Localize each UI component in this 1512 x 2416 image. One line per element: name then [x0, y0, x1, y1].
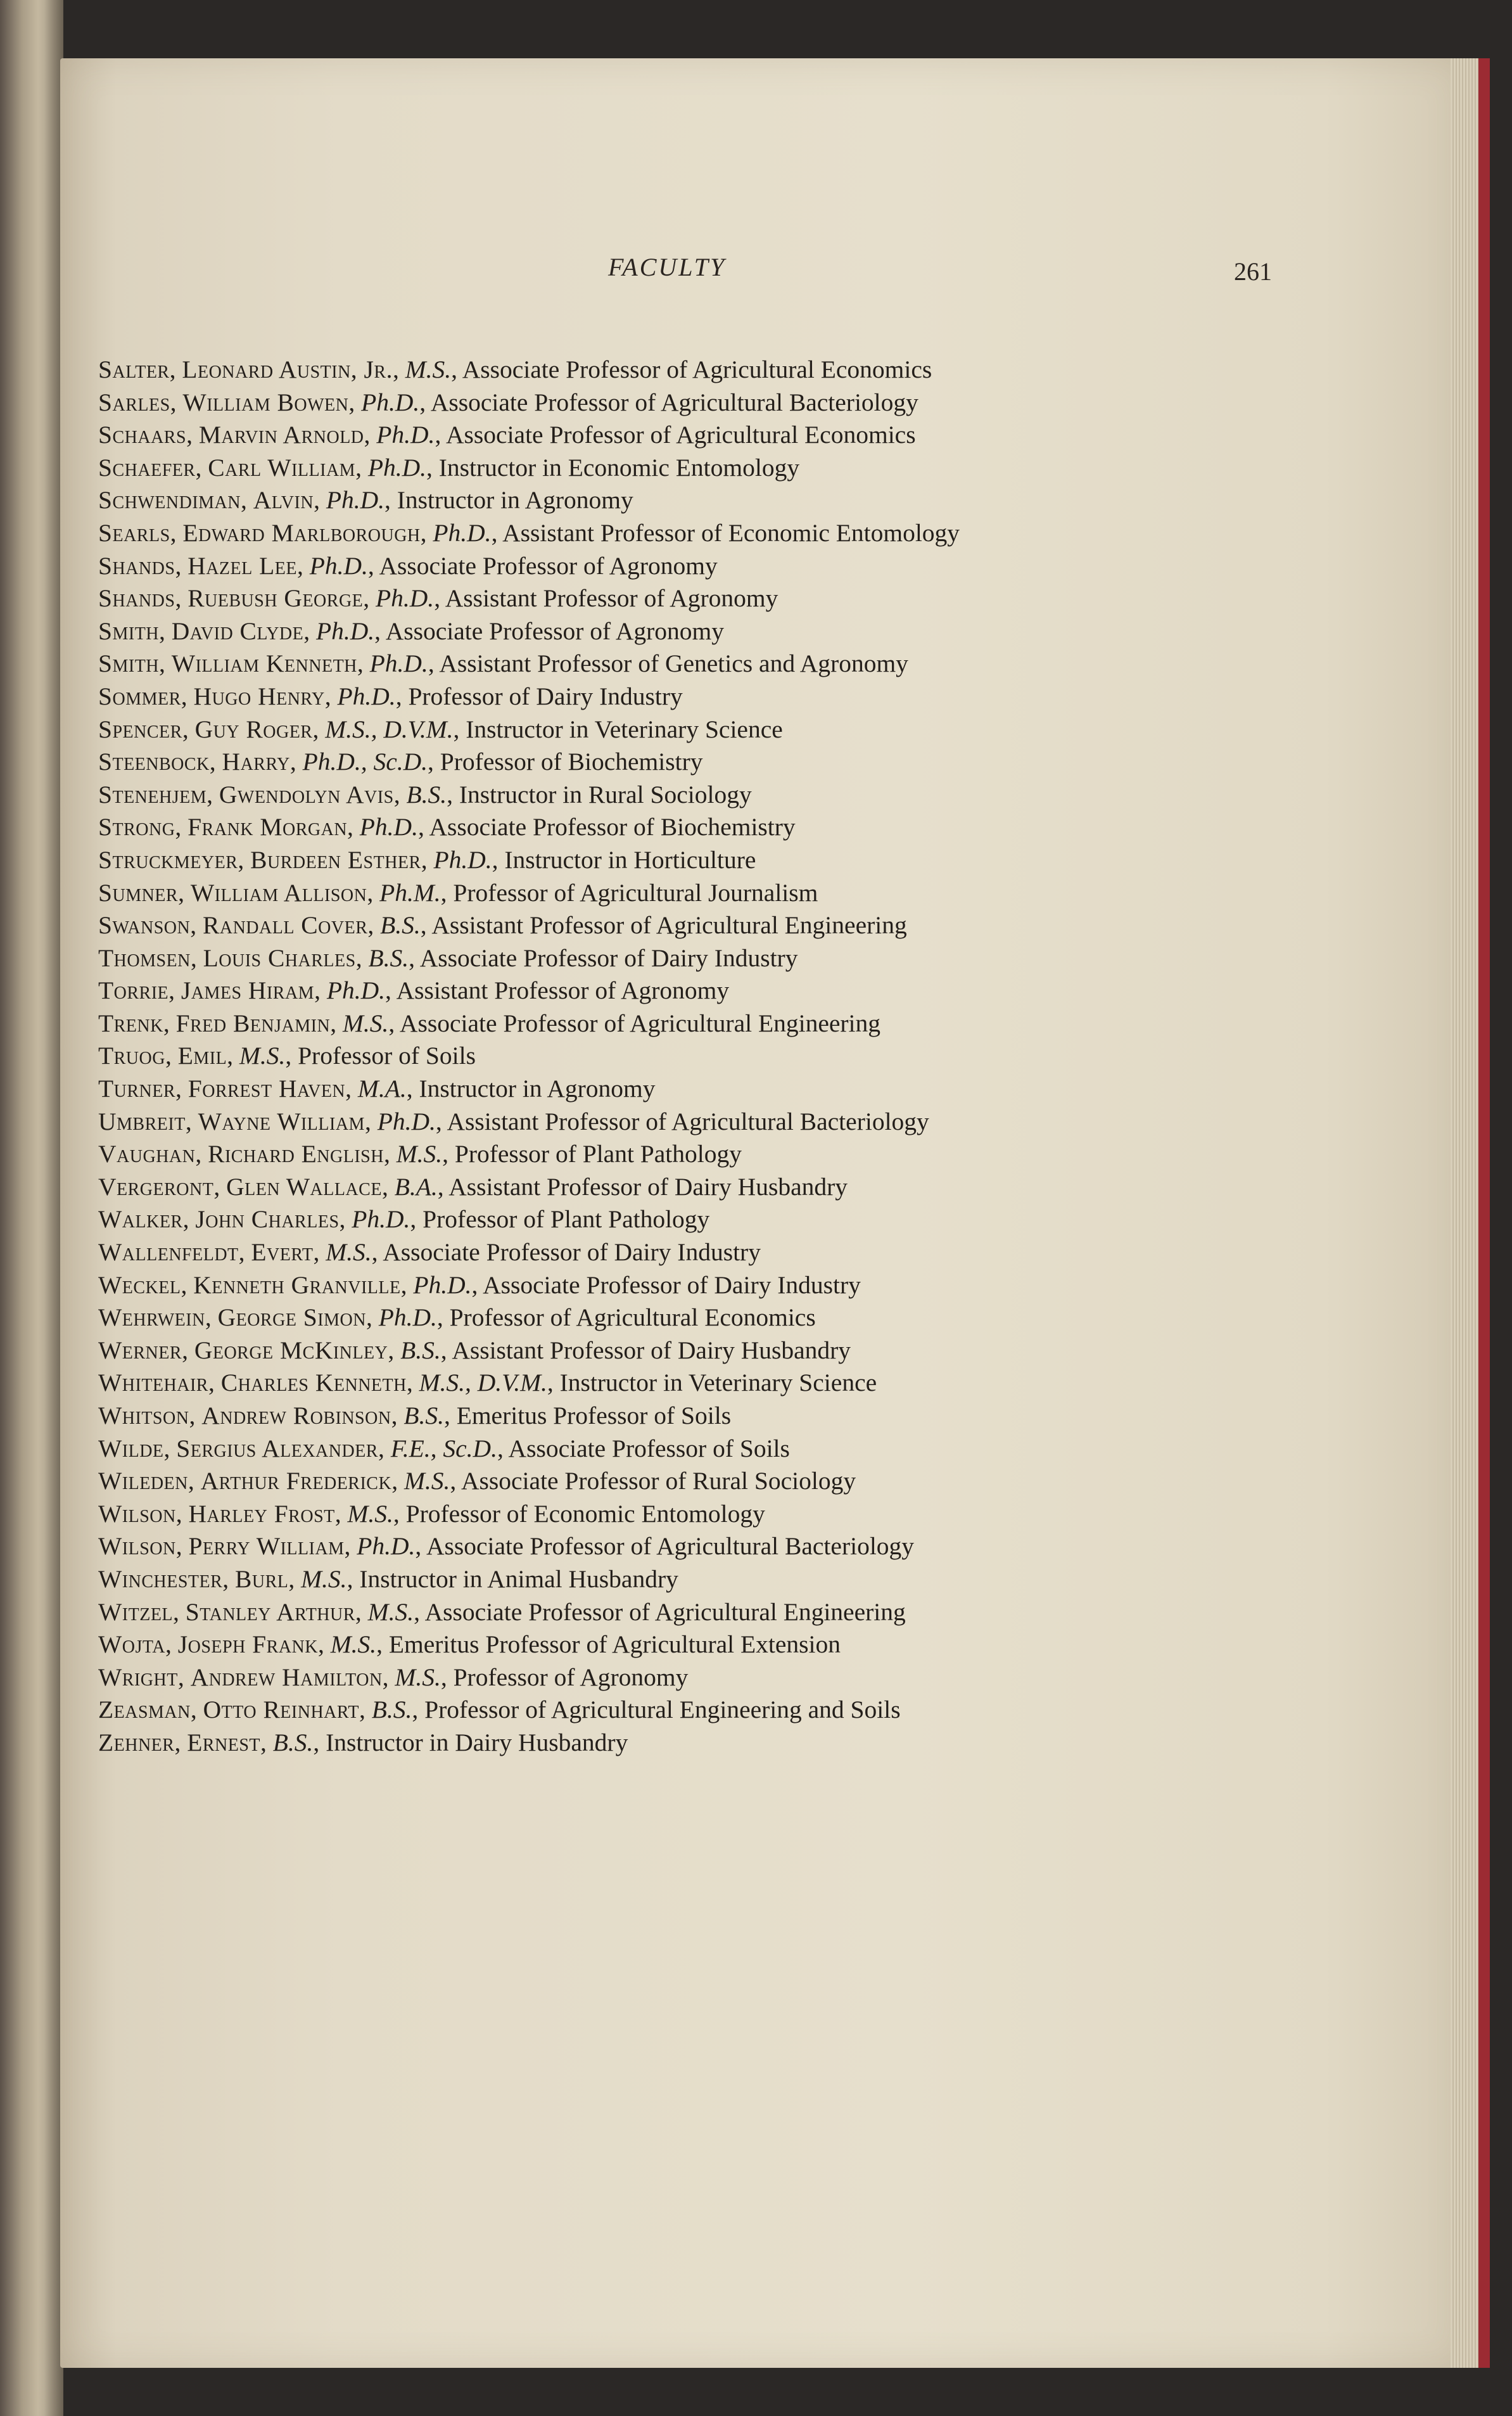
- faculty-surname: Wilson: [98, 1499, 176, 1528]
- faculty-entry: Zehner, Ernest, B.S., Instructor in Dairy Husbandry: [98, 1728, 628, 1756]
- faculty-title: Associate Professor of Dairy Industry: [383, 1238, 761, 1267]
- faculty-given-name: Ruebush George: [187, 584, 364, 613]
- faculty-given-name: Hugo Henry: [193, 682, 325, 710]
- faculty-surname: Whitson: [98, 1402, 189, 1429]
- faculty-given-name: Emil: [177, 1042, 227, 1070]
- faculty-surname: Schwendiman: [98, 486, 241, 515]
- faculty-given-name: James Hiram: [181, 976, 315, 1005]
- faculty-surname: Turner: [98, 1075, 176, 1103]
- faculty-surname: Swanson: [98, 911, 191, 940]
- faculty-entry: Sommer, Hugo Henry, Ph.D., Professor of Dairy Industry: [98, 682, 683, 710]
- faculty-surname: Torrie: [98, 976, 169, 1005]
- faculty-entry: Torrie, James Hiram, Ph.D., Assistant Professor of Agronomy: [98, 976, 730, 1005]
- faculty-entry: Walker, John Charles, Ph.D., Professor of Plant Pathology: [98, 1205, 710, 1234]
- faculty-given-name: David Clyde: [171, 617, 304, 645]
- faculty-entry: Wileden, Arthur Frederick, M.S., Associate Professor of Rural Sociology: [98, 1467, 856, 1495]
- faculty-degree: Ph.D.: [309, 551, 368, 580]
- faculty-given-name: Burdeen Esther: [250, 845, 421, 874]
- faculty-degree: Ph.D.: [377, 1107, 436, 1135]
- faculty-surname: Weckel: [98, 1270, 181, 1299]
- faculty-entry: Vaughan, Richard English, M.S., Professor of Plant Pathology: [98, 1140, 742, 1168]
- faculty-degree: Ph.D.: [361, 388, 420, 416]
- faculty-degree: Ph.D.: [352, 1205, 410, 1234]
- faculty-entry: Wallenfeldt, Evert, M.S., Associate Professor of Dairy Industry: [98, 1238, 761, 1267]
- faculty-title: Instructor in Veterinary Science: [466, 715, 783, 743]
- faculty-given-name: Harley Frost: [188, 1499, 335, 1528]
- faculty-degree: F.E., Sc.D.: [390, 1434, 497, 1462]
- faculty-surname: Stenehjem: [98, 780, 207, 809]
- faculty-surname: Truog: [98, 1042, 165, 1070]
- faculty-title: Professor of Agricultural Economics: [449, 1303, 816, 1332]
- faculty-entry: Schaars, Marvin Arnold, Ph.D., Associate Professor of Agricultural Economics: [98, 421, 916, 449]
- faculty-title: Instructor in Rural Sociology: [459, 780, 752, 809]
- faculty-entry: Smith, William Kenneth, Ph.D., Assistant Professor of Genetics and Agronomy: [98, 649, 908, 678]
- faculty-title: Associate Professor of Dairy Industry: [419, 943, 798, 972]
- faculty-degree: M.S., D.V.M.: [419, 1369, 547, 1397]
- faculty-degree: B.S.: [380, 911, 421, 940]
- faculty-surname: Spencer: [98, 715, 182, 743]
- faculty-surname: Vergeront: [98, 1172, 214, 1201]
- faculty-entry: Spencer, Guy Roger, M.S., D.V.M., Instructor in Veterinary Science: [98, 715, 783, 743]
- faculty-surname: Werner: [98, 1336, 182, 1364]
- faculty-surname: Zehner: [98, 1728, 175, 1756]
- faculty-degree: B.A.: [394, 1172, 438, 1201]
- page-number: 261: [1234, 257, 1272, 286]
- faculty-title: Associate Professor of Agricultural Economics: [446, 421, 916, 449]
- faculty-surname: Schaars: [98, 421, 187, 449]
- faculty-entry: Wilson, Perry William, Ph.D., Associate Professor of Agricultural Bacteriology: [98, 1532, 915, 1561]
- faculty-degree: Ph.D.: [316, 617, 375, 645]
- faculty-title: Associate Professor of Agricultural Economics: [462, 355, 932, 383]
- faculty-degree: M.S.: [330, 1630, 377, 1659]
- faculty-degree: Ph.D.: [367, 453, 426, 482]
- faculty-surname: Sommer: [98, 682, 181, 710]
- faculty-entry: Witzel, Stanley Arthur, M.S., Associate Professor of Agricultural Engineering: [98, 1597, 906, 1626]
- faculty-given-name: Richard English: [208, 1140, 384, 1168]
- faculty-entry: Wilson, Harley Frost, M.S., Professor of Economic Entomology: [98, 1499, 765, 1528]
- faculty-entry: Wojta, Joseph Frank, M.S., Emeritus Professor of Agricultural Extension: [98, 1630, 841, 1659]
- faculty-degree: Ph.D.: [357, 1532, 416, 1561]
- faculty-title: Professor of Agronomy: [453, 1663, 689, 1691]
- faculty-surname: Zeasman: [98, 1696, 191, 1724]
- faculty-given-name: Andrew Hamilton: [190, 1663, 383, 1691]
- faculty-given-name: Stanley Arthur: [185, 1597, 355, 1626]
- faculty-degree: Ph.D.: [378, 1303, 437, 1332]
- faculty-degree: M.S.: [395, 1663, 441, 1691]
- faculty-given-name: Randall Cover: [203, 911, 368, 940]
- faculty-title: Associate Professor of Agronomy: [385, 617, 725, 645]
- faculty-given-name: William Bowen: [182, 388, 349, 416]
- faculty-title: Professor of Plant Pathology: [454, 1140, 742, 1168]
- faculty-given-name: Fred Benjamin: [175, 1009, 331, 1037]
- faculty-given-name: Hazel Lee: [187, 551, 297, 580]
- faculty-title: Assistant Professor of Economic Entomology: [502, 518, 960, 547]
- faculty-surname: Strong: [98, 813, 175, 841]
- faculty-given-name: Charles Kenneth: [220, 1369, 407, 1397]
- faculty-title: Professor of Soils: [298, 1042, 476, 1070]
- faculty-degree: B.S.: [371, 1696, 412, 1724]
- faculty-given-name: Joseph Frank: [177, 1630, 318, 1659]
- faculty-entry: Vergeront, Glen Wallace, B.A., Assistant Professor of Dairy Husbandry: [98, 1172, 848, 1201]
- faculty-degree: M.S.: [342, 1009, 389, 1037]
- faculty-degree: Ph.D.: [433, 845, 492, 874]
- faculty-title: Associate Professor of Agricultural Bacteriology: [430, 388, 918, 416]
- faculty-entry: Wehrwein, George Simon, Ph.D., Professor of Agricultural Economics: [98, 1303, 816, 1332]
- faculty-title: Instructor in Agronomy: [419, 1075, 656, 1103]
- faculty-degree: M.S., D.V.M.: [325, 715, 454, 743]
- faculty-given-name: Louis Charles: [203, 943, 356, 972]
- faculty-degree: Ph.M.: [379, 878, 441, 907]
- faculty-entry: Schaefer, Carl William, Ph.D., Instructor in Economic Entomology: [98, 453, 800, 482]
- faculty-title: Assistant Professor of Dairy Husbandry: [448, 1172, 848, 1201]
- faculty-degree: M.A.: [357, 1075, 407, 1103]
- faculty-given-name: John Charles: [195, 1205, 340, 1234]
- faculty-given-name: Alvin: [253, 486, 314, 515]
- faculty-given-name: Ernest: [187, 1728, 261, 1756]
- faculty-degree: Ph.D.: [326, 976, 385, 1005]
- faculty-entry: Stenehjem, Gwendolyn Avis, B.S., Instructor in Rural Sociology: [98, 780, 752, 809]
- faculty-entry: Sumner, William Allison, Ph.M., Professor of Agricultural Journalism: [98, 878, 818, 907]
- faculty-surname: Thomsen: [98, 943, 191, 972]
- faculty-given-name: Perry William: [188, 1532, 345, 1561]
- faculty-entry: Wright, Andrew Hamilton, M.S., Professor of Agronomy: [98, 1663, 689, 1691]
- faculty-surname: Shands: [98, 551, 175, 580]
- faculty-degree: M.S.: [403, 1467, 450, 1495]
- faculty-degree: B.S.: [400, 1336, 441, 1364]
- faculty-given-name: George Simon: [217, 1303, 366, 1332]
- faculty-title: Associate Professor of Soils: [508, 1434, 790, 1462]
- faculty-entry: Turner, Forrest Haven, M.A., Instructor in Agronomy: [98, 1075, 656, 1103]
- faculty-entry: Swanson, Randall Cover, B.S., Assistant Professor of Agricultural Engineering: [98, 911, 907, 940]
- faculty-given-name: Guy Roger: [194, 715, 313, 743]
- faculty-entry: Steenbock, Harry, Ph.D., Sc.D., Professor of Biochemistry: [98, 748, 703, 776]
- faculty-surname: Umbreit: [98, 1107, 186, 1135]
- faculty-given-name: Gwendolyn Avis: [219, 780, 394, 809]
- faculty-title: Professor of Biochemistry: [440, 748, 703, 776]
- faculty-title: Instructor in Agronomy: [397, 486, 633, 515]
- faculty-surname: Steenbock: [98, 748, 210, 776]
- faculty-title: Professor of Agricultural Journalism: [453, 878, 818, 907]
- faculty-surname: Vaughan: [98, 1140, 196, 1168]
- faculty-entry: Weckel, Kenneth Granville, Ph.D., Associate Professor of Dairy Industry: [98, 1270, 861, 1299]
- faculty-given-name: Wayne William: [198, 1107, 365, 1135]
- faculty-given-name: Forrest Haven: [187, 1075, 346, 1103]
- faculty-surname: Smith: [98, 649, 160, 678]
- faculty-title: Assistant Professor of Dairy Husbandry: [452, 1336, 851, 1364]
- faculty-entry: Sarles, William Bowen, Ph.D., Associate Professor of Agricultural Bacteriology: [98, 388, 918, 416]
- faculty-surname: Whitehair: [98, 1369, 208, 1397]
- faculty-entry: Winchester, Burl, M.S., Instructor in Animal Husbandry: [98, 1564, 678, 1593]
- faculty-given-name: William Kenneth: [171, 649, 357, 678]
- faculty-given-name: Burl: [235, 1564, 289, 1593]
- faculty-title: Professor of Economic Entomology: [405, 1499, 765, 1528]
- faculty-title: Associate Professor of Biochemistry: [429, 813, 796, 841]
- faculty-title: Instructor in Animal Husbandry: [359, 1564, 678, 1593]
- faculty-surname: Walker: [98, 1205, 183, 1234]
- faculty-given-name: William Allison: [190, 878, 367, 907]
- faculty-degree: Ph.D.: [413, 1270, 472, 1299]
- faculty-title: Instructor in Dairy Husbandry: [326, 1728, 628, 1756]
- faculty-title: Associate Professor of Agricultural Engineering: [399, 1009, 881, 1037]
- faculty-given-name: Evert: [251, 1238, 314, 1267]
- faculty-entry: Searls, Edward Marlborough, Ph.D., Assistant Professor of Economic Entomology: [98, 518, 960, 547]
- faculty-surname: Salter: [98, 355, 170, 383]
- faculty-given-name: Edward Marlborough: [182, 518, 421, 547]
- faculty-given-name: Marvin Arnold: [198, 421, 364, 449]
- faculty-surname: Sumner: [98, 878, 179, 907]
- faculty-title: Assistant Professor of Genetics and Agronomy: [439, 649, 908, 678]
- faculty-surname: Searls: [98, 518, 170, 547]
- faculty-title: Professor of Plant Pathology: [422, 1205, 710, 1234]
- faculty-entry: Strong, Frank Morgan, Ph.D., Associate Professor of Biochemistry: [98, 813, 796, 841]
- faculty-degree: Ph.D.: [376, 584, 435, 613]
- faculty-entry: Smith, David Clyde, Ph.D., Associate Professor of Agronomy: [98, 617, 725, 645]
- faculty-degree: Ph.D.: [337, 682, 396, 710]
- faculty-title: Assistant Professor of Agronomy: [445, 584, 778, 613]
- faculty-entry: Umbreit, Wayne William, Ph.D., Assistant Professor of Agricultural Bacteriology: [98, 1107, 929, 1135]
- faculty-given-name: Glen Wallace: [226, 1172, 382, 1201]
- faculty-title: Emeritus Professor of Soils: [456, 1402, 732, 1429]
- faculty-degree: Ph.D., Sc.D.: [302, 748, 428, 776]
- faculty-degree: M.S.: [367, 1597, 414, 1626]
- faculty-title: Associate Professor of Dairy Industry: [483, 1270, 861, 1299]
- faculty-surname: Witzel: [98, 1597, 174, 1626]
- faculty-entry: Zeasman, Otto Reinhart, B.S., Professor of Agricultural Engineering and Soils: [98, 1696, 901, 1724]
- faculty-title: Instructor in Horticulture: [504, 845, 756, 874]
- faculty-entry: Salter, Leonard Austin, Jr., M.S., Associate Professor of Agricultural Economics: [98, 355, 932, 383]
- faculty-title: Assistant Professor of Agricultural Engineering: [431, 911, 907, 940]
- faculty-degree: Ph.D.: [359, 813, 418, 841]
- faculty-degree: B.S.: [403, 1402, 444, 1429]
- faculty-given-name: Leonard Austin, Jr.: [182, 355, 393, 383]
- faculty-title: Emeritus Professor of Agricultural Extension: [388, 1630, 841, 1659]
- faculty-surname: Wilde: [98, 1434, 164, 1462]
- faculty-degree: M.S.: [326, 1238, 372, 1267]
- book-cover-edge: [1478, 58, 1490, 2368]
- faculty-surname: Winchester: [98, 1564, 223, 1593]
- faculty-given-name: Sergius Alexander: [176, 1434, 378, 1462]
- faculty-title: Associate Professor of Rural Sociology: [461, 1467, 856, 1495]
- faculty-entry: Thomsen, Louis Charles, B.S., Associate Professor of Dairy Industry: [98, 943, 798, 972]
- faculty-title: Instructor in Economic Entomology: [438, 453, 800, 482]
- faculty-given-name: Andrew Robinson: [201, 1402, 391, 1429]
- faculty-given-name: Harry: [222, 748, 290, 776]
- book-gutter: [38, 0, 63, 2416]
- faculty-surname: Wright: [98, 1663, 178, 1691]
- faculty-entry: Wilde, Sergius Alexander, F.E., Sc.D., Associate Professor of Soils: [98, 1434, 790, 1462]
- faculty-degree: M.S.: [396, 1140, 443, 1168]
- faculty-degree: B.S.: [406, 780, 447, 809]
- faculty-degree: B.S.: [368, 943, 409, 972]
- faculty-list: [98, 354, 1365, 1760]
- faculty-degree: B.S.: [272, 1728, 314, 1756]
- faculty-surname: Wehrwein: [98, 1303, 205, 1332]
- faculty-surname: Struckmeyer: [98, 845, 238, 874]
- faculty-given-name: Carl William: [208, 453, 356, 482]
- faculty-surname: Wileden: [98, 1467, 188, 1495]
- faculty-surname: Wojta: [98, 1630, 165, 1659]
- faculty-given-name: Kenneth Granville: [193, 1270, 401, 1299]
- faculty-title: Professor of Agricultural Engineering and Soils: [424, 1696, 901, 1724]
- faculty-given-name: Arthur Frederick: [200, 1467, 392, 1495]
- faculty-entry: Trenk, Fred Benjamin, M.S., Associate Professor of Agricultural Engineering: [98, 1009, 881, 1037]
- faculty-title: Associate Professor of Agricultural Bacteriology: [426, 1532, 915, 1561]
- faculty-given-name: Frank Morgan: [187, 813, 348, 841]
- faculty-surname: Smith: [98, 617, 160, 645]
- faculty-degree: M.S.: [301, 1564, 347, 1593]
- faculty-surname: Wallenfeldt: [98, 1238, 239, 1267]
- faculty-title: Associate Professor of Agronomy: [379, 551, 718, 580]
- faculty-entry: Shands, Ruebush George, Ph.D., Assistant Professor of Agronomy: [98, 584, 778, 613]
- faculty-entry: Truog, Emil, M.S., Professor of Soils: [98, 1042, 476, 1070]
- faculty-surname: Sarles: [98, 388, 170, 416]
- faculty-given-name: George McKinley: [194, 1336, 388, 1364]
- faculty-entry: Whitehair, Charles Kenneth, M.S., D.V.M., Instructor in Veterinary Science: [98, 1369, 877, 1397]
- faculty-title: Assistant Professor of Agricultural Bacteriology: [447, 1107, 929, 1135]
- faculty-title: Associate Professor of Agricultural Engineering: [424, 1597, 906, 1626]
- faculty-surname: Trenk: [98, 1009, 163, 1037]
- faculty-degree: Ph.D.: [376, 421, 435, 449]
- faculty-title: Assistant Professor of Agronomy: [396, 976, 730, 1005]
- faculty-entry: Struckmeyer, Burdeen Esther, Ph.D., Instructor in Horticulture: [98, 845, 756, 874]
- faculty-degree: Ph.D.: [433, 518, 492, 547]
- faculty-degree: Ph.D.: [369, 649, 428, 678]
- faculty-entry: Werner, George McKinley, B.S., Assistant Professor of Dairy Husbandry: [98, 1336, 851, 1364]
- faculty-entry: Schwendiman, Alvin, Ph.D., Instructor in Agronomy: [98, 486, 633, 515]
- faculty-degree: M.S.: [239, 1042, 286, 1070]
- faculty-degree: Ph.D.: [326, 486, 384, 515]
- running-head: FACULTY: [608, 253, 727, 281]
- faculty-given-name: Otto Reinhart: [203, 1696, 359, 1724]
- faculty-surname: Wilson: [98, 1532, 176, 1561]
- faculty-degree: M.S.: [347, 1499, 393, 1528]
- faculty-entry: Whitson, Andrew Robinson, B.S., Emeritus Professor of Soils: [98, 1402, 732, 1429]
- faculty-degree: M.S.: [405, 355, 452, 383]
- faculty-title: Instructor in Veterinary Science: [559, 1369, 877, 1397]
- faculty-entry: Shands, Hazel Lee, Ph.D., Associate Professor of Agronomy: [98, 551, 718, 580]
- faculty-title: Professor of Dairy Industry: [408, 682, 683, 710]
- faculty-surname: Shands: [98, 584, 175, 613]
- faculty-surname: Schaefer: [98, 453, 196, 482]
